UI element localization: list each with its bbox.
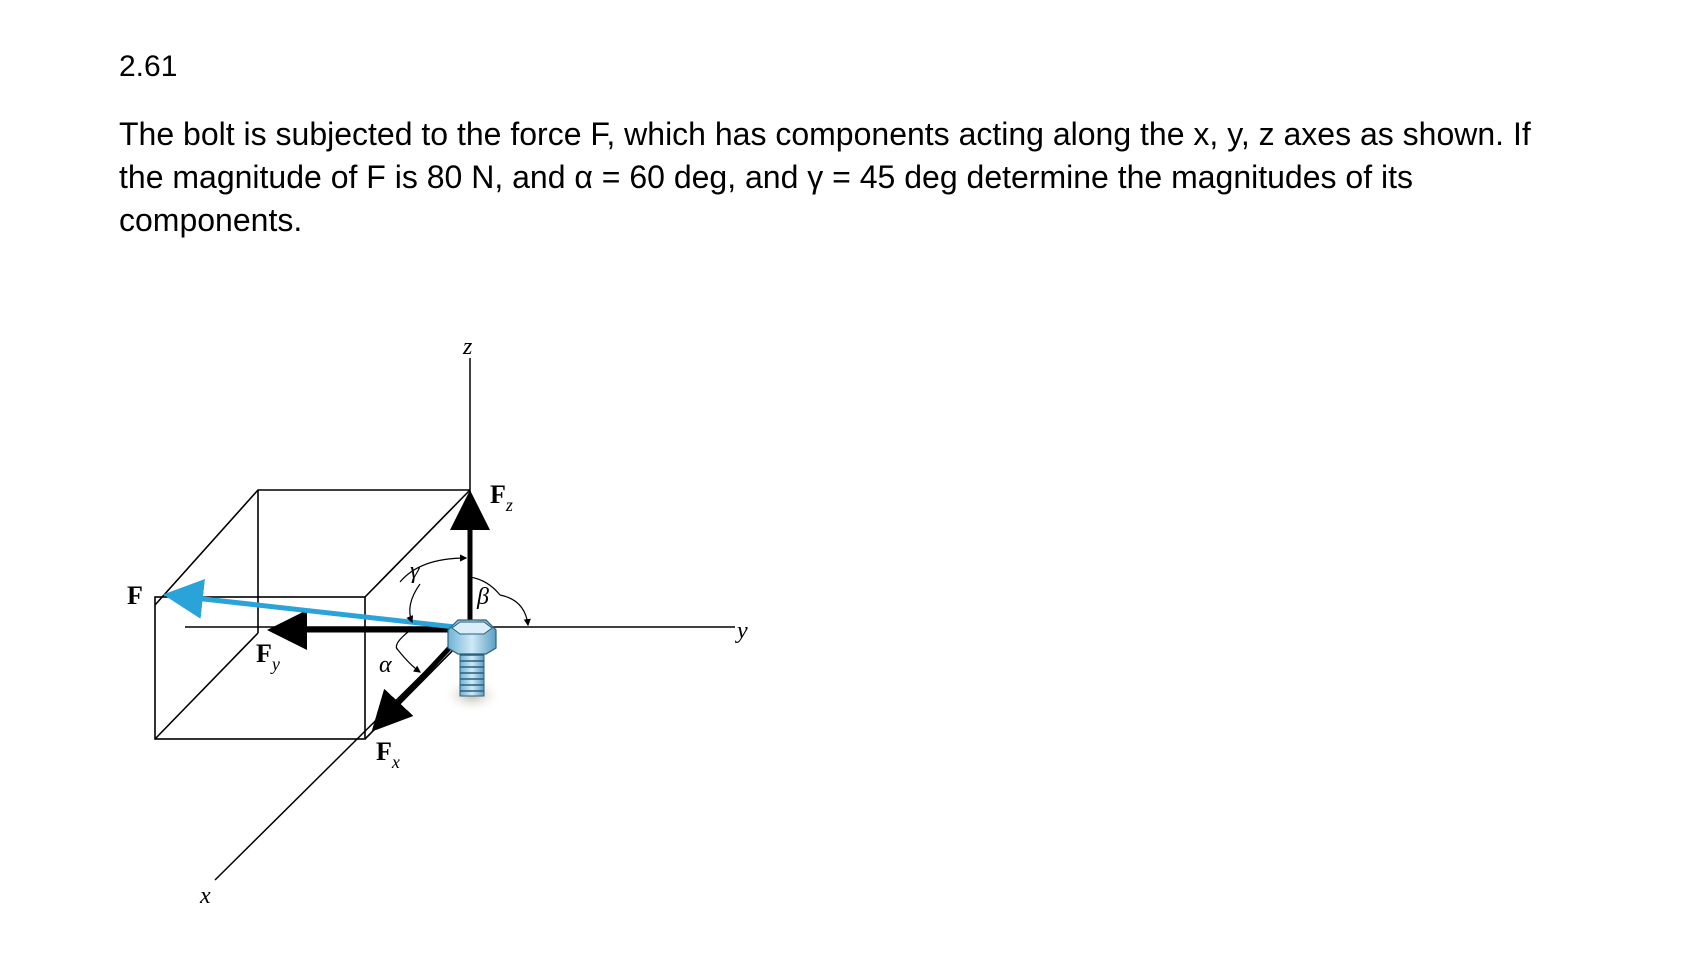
gamma-label: γ [410,558,420,584]
force-f-label: F [127,581,143,610]
force-diagram [0,300,800,940]
x-axis-label: x [200,883,211,909]
beta-label: β [477,584,489,610]
y-axis-label: y [737,618,748,644]
problem-statement: The bolt is subjected to the force F, which has components acting along the x, y, z axes as shown. If the magnitude of F is 80 N, and α = 60 deg, and γ = 45 deg determine the magnitudes of its components. [119,116,1531,238]
coordinate-axes [185,358,735,880]
alpha-label: α [379,652,392,678]
problem-number: 2.61 [119,50,178,83]
z-axis-label: z [463,334,473,360]
fx-label: $F_x$ [376,737,400,772]
fy-label: $F_y$ [256,639,280,674]
fz-label: $F_z$ [490,480,513,515]
component-box [155,490,470,739]
